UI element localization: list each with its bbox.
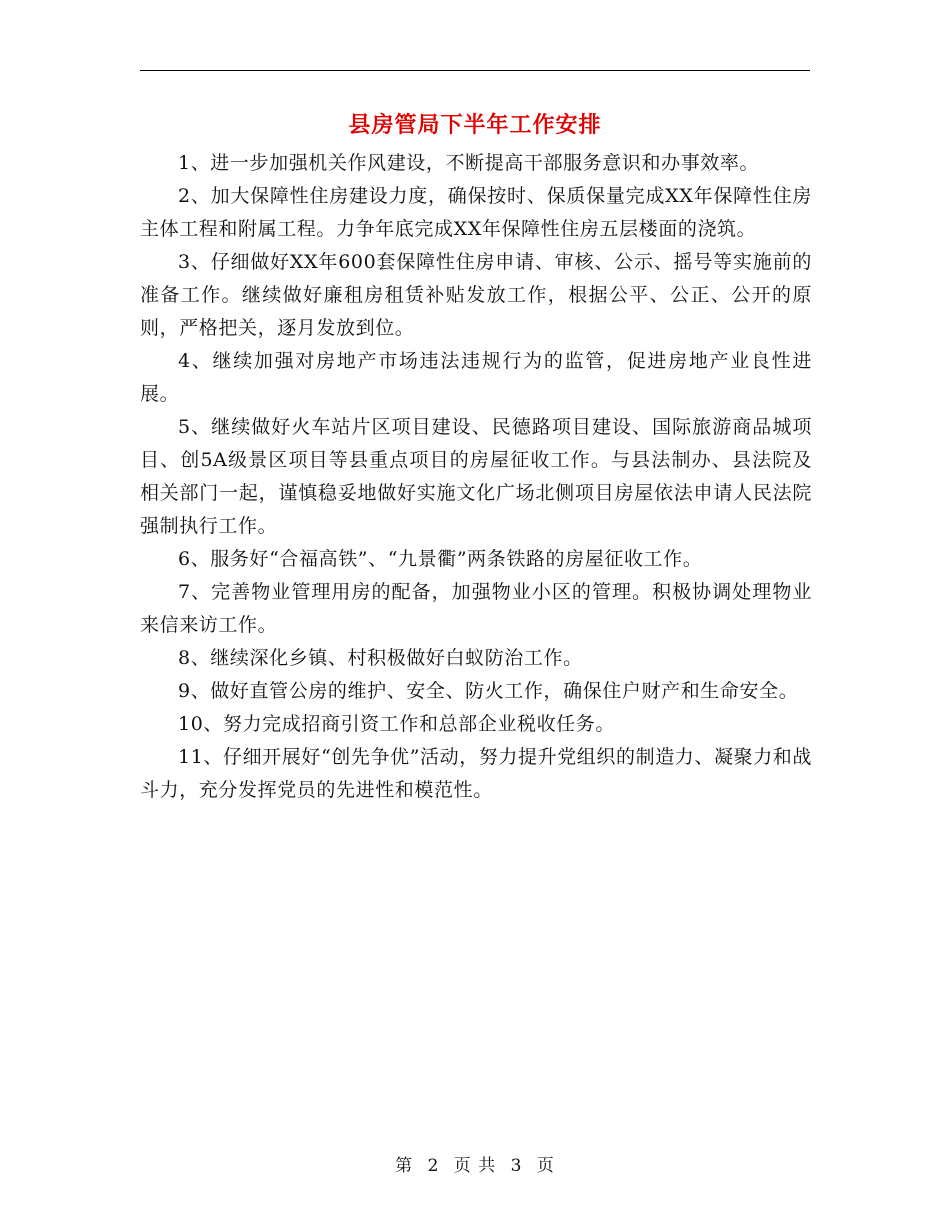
page-number-current: 2	[427, 1156, 440, 1176]
page-number-total: 3	[510, 1156, 523, 1176]
list-item-8: 8、继续深化乡镇、村积极做好白蚁防治工作。	[178, 647, 583, 669]
list-item-7: 7、完善物业管理用房的配备，加强物业小区的管理。积极协调处理物业来信来访工作。	[140, 581, 812, 636]
document-title: 县房管局下半年工作安排	[348, 112, 602, 138]
footer-middle: 页 共	[453, 1156, 497, 1176]
footer-prefix: 第	[395, 1156, 414, 1176]
footer-suffix: 页	[536, 1156, 555, 1176]
document-body	[140, 147, 812, 807]
header-rule	[140, 70, 810, 71]
list-item-3: 3、仔细做好XX年600套保障性住房申请、审核、公示、摇号等实施前的准备工作。继续做好廉租房租赁补贴发放工作，根据公平、公正、公开的原则，严格把关，逐月发放到位。	[140, 251, 812, 339]
list-item-1: 1、进一步加强机关作风建设，不断提高干部服务意识和办事效率。	[178, 152, 760, 174]
list-item-10: 10、努力完成招商引资工作和总部企业税收任务。	[178, 713, 615, 735]
list-item-4: 4、继续加强对房地产市场违法违规行为的监管，促进房地产业良性进展。	[140, 350, 812, 405]
list-item-11: 11、仔细开展好“创先争优”活动，努力提升党组织的制造力、凝聚力和战斗力，充分发挥党员的先进性和模范性。	[140, 746, 813, 801]
list-item-2: 2、加大保障性住房建设力度，确保按时、保质保量完成XX年保障性住房主体工程和附属工程。力争年底完成XX年保障性住房五层楼面的浇筑。	[140, 185, 812, 240]
list-item-6: 6、服务好“合福高铁”、“九景衢”两条铁路的房屋征收工作。	[178, 548, 703, 570]
list-item-5: 5、继续做好火车站片区项目建设、民德路项目建设、国际旅游商品城项目、创5A级景区项目等县重点项目的房屋征收工作。与县法制办、县法院及相关部门一起，谨慎稳妥地做好实施文化广场北侧项目房屋依法申请人民法院强制执行工作。	[140, 416, 812, 537]
page-footer	[0, 1154, 950, 1178]
list-item-9: 9、做好直管公房的维护、安全、防火工作，确保住户财产和生命安全。	[178, 680, 799, 702]
